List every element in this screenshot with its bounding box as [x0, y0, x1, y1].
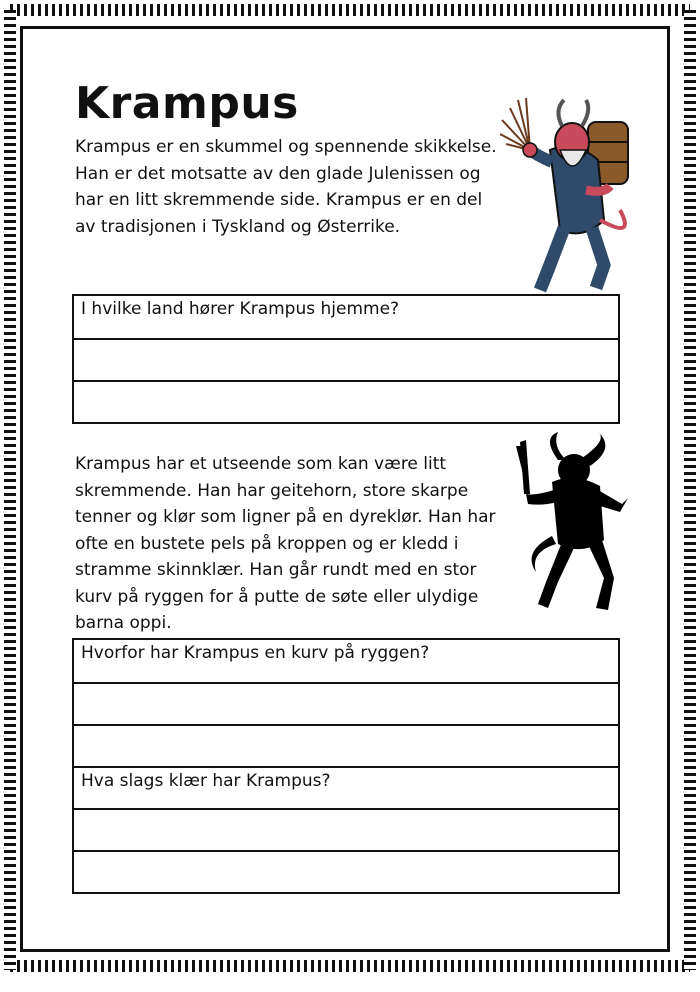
question-box-2 — [72, 638, 620, 894]
question-label: I hvilke land hører Krampus hjemme? — [81, 299, 400, 319]
page-title: Krampus — [75, 78, 299, 129]
decorative-border-bottom — [10, 960, 690, 972]
answer-line[interactable] — [74, 724, 618, 766]
question-label: Hva slags klær har Krampus? — [74, 766, 618, 808]
answer-line[interactable] — [74, 380, 618, 422]
decorative-border-left — [4, 10, 16, 970]
krampus-illustration — [500, 90, 645, 295]
decorative-border-right — [684, 10, 696, 970]
krampus-silhouette — [512, 432, 632, 612]
appearance-paragraph: Krampus har et utseende som kan være litt skremmende. Han har geitehorn, store skarpe tenner og klør som ligner på en dyreklør. Han har ofte en bustete pels på kroppen og er kledd i stramme skinnklær. Han går rundt med en stor kurv på ryggen for å putte de søte eller ulydige barna oppi. — [75, 454, 496, 633]
decorative-border-top — [10, 4, 690, 16]
intro-paragraph: Krampus er en skummel og spennende skikkelse. Han er det motsatte av den glade Julenissen og har en litt skremmende side. Krampus er en del av tradisjonen i Tyskland og Østerrike. — [75, 137, 497, 237]
answer-line[interactable] — [74, 808, 618, 850]
question-box-1 — [72, 294, 620, 424]
answer-line[interactable] — [74, 682, 618, 724]
answer-line[interactable] — [74, 850, 618, 892]
answer-line[interactable] — [74, 338, 618, 380]
question-label: Hvorfor har Krampus en kurv på ryggen? — [81, 643, 430, 663]
